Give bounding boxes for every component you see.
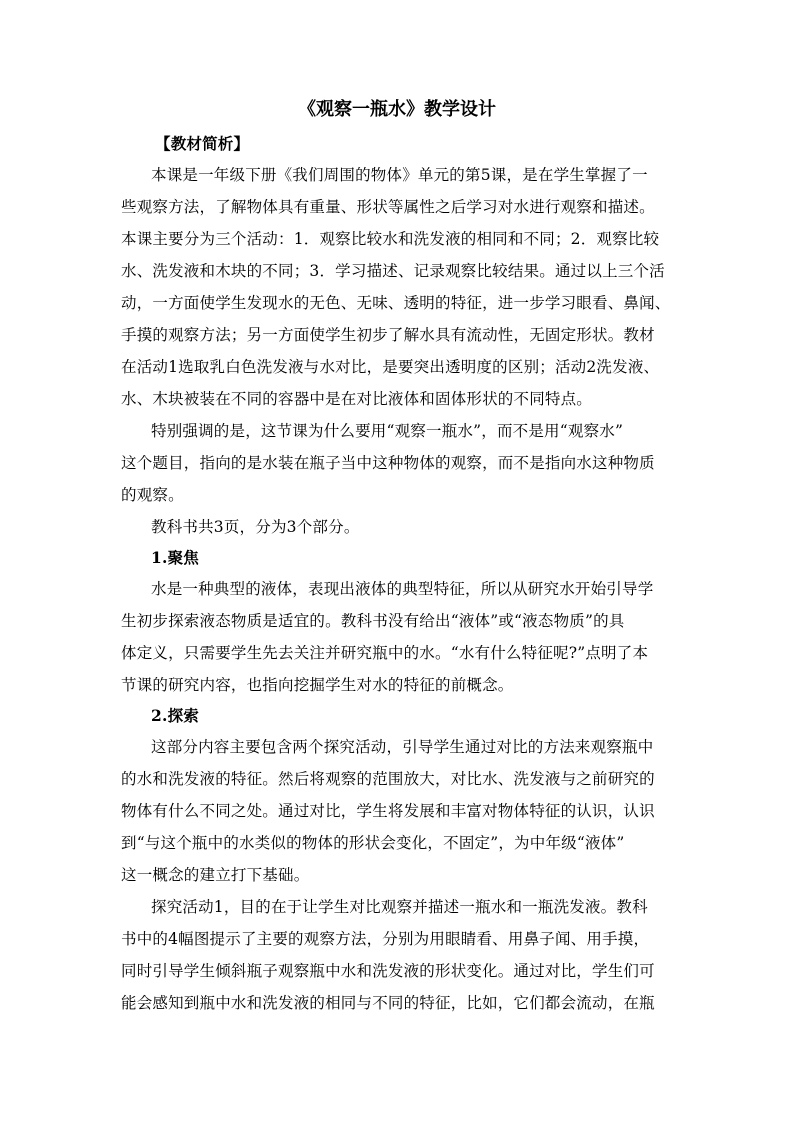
paragraph-line: 到“与这个瓶中的水类似的物体的形状会变化，不固定”，为中年级“液体” [121, 834, 625, 852]
paragraph-line: 书中的4幅图提示了主要的观察方法，分别为用眼睛看、用鼻子闻、用手摸， [121, 930, 650, 948]
paragraph-line: 特别强调的是，这节课为什么要用“观察一瓶水”，而不是用“观察水” [151, 422, 624, 440]
paragraph-line: 探究活动1，目的在于让学生对比观察并描述一瓶水和一瓶洗发液。教科 [151, 898, 648, 916]
paragraph-line: 动，一方面使学生发现水的无色、无味、透明的特征，进一步学习眼看、鼻闻、 [121, 294, 671, 312]
paragraph-line: 这个题目，指向的是水装在瓶子当中这种物体的观察，而不是指向水这种物质 [121, 454, 655, 472]
subsection-heading-focus: 1.聚焦 [151, 548, 199, 567]
paragraph-line: 同时引导学生倾斜瓶子观察瓶中水和洗发液的形状变化。通过对比，学生们可 [121, 962, 655, 980]
paragraph-line: 物体有什么不同之处。通过对比，学生将发展和丰富对物体特征的认识，认识 [121, 802, 655, 820]
paragraph-line: 手摸的观察方法；另一方面使学生初步了解水具有流动性，无固定形状。教材 [121, 326, 655, 344]
section-heading-textbook-analysis: 【教材简析】 [155, 134, 250, 153]
paragraph-line: 教科书共3页，分为3个部分。 [151, 518, 360, 536]
paragraph-line: 水是一种典型的液体，表现出液体的典型特征，所以从研究水开始引导学 [151, 580, 654, 598]
paragraph-line: 本课主要分为三个活动：1．观察比较水和洗发液的相同和不同；2．观察比较 [121, 230, 660, 248]
subsection-heading-explore: 2.探索 [151, 706, 199, 725]
paragraph-line: 节课的研究内容，也指向挖掘学生对水的特征的前概念。 [121, 676, 514, 694]
paragraph-line: 水、洗发液和木块的不同；3．学习描述、记录观察比较结果。通过以上三个活 [121, 262, 665, 280]
paragraph-line: 的水和洗发液的特征。然后将观察的范围放大，对比水、洗发液与之前研究的 [121, 770, 655, 788]
paragraph-line: 的观察。 [121, 486, 184, 504]
paragraph-line: 在活动1选取乳白色洗发液与水对比，是要突出透明度的区别；活动2洗发液、 [121, 358, 660, 376]
paragraph-line: 这部分内容主要包含两个探究活动，引导学生通过对比的方法来观察瓶中 [151, 738, 654, 756]
paragraph-line: 水、木块被装在不同的容器中是在对比液体和固体形状的不同特点。 [121, 390, 593, 408]
paragraph-line: 本课是一年级下册《我们周围的物体》单元的第5课，是在学生掌握了一 [151, 166, 648, 184]
document-title: 《观察一瓶水》教学设计 [298, 99, 496, 120]
paragraph-line: 些观察方法，了解物体具有重量、形状等属性之后学习对水进行观察和描述。 [121, 198, 655, 216]
paragraph-line: 能会感知到瓶中水和洗发液的相同与不同的特征，比如，它们都会流动，在瓶 [121, 994, 655, 1012]
paragraph-line: 体定义，只需要学生先去关注并研究瓶中的水。“水有什么特征呢?”点明了本 [121, 644, 649, 662]
paragraph-line: 这一概念的建立打下基础。 [121, 866, 310, 884]
paragraph-line: 生初步探索液态物质是适宜的。教科书没有给出“液体”或“液态物质”的具 [121, 612, 625, 630]
